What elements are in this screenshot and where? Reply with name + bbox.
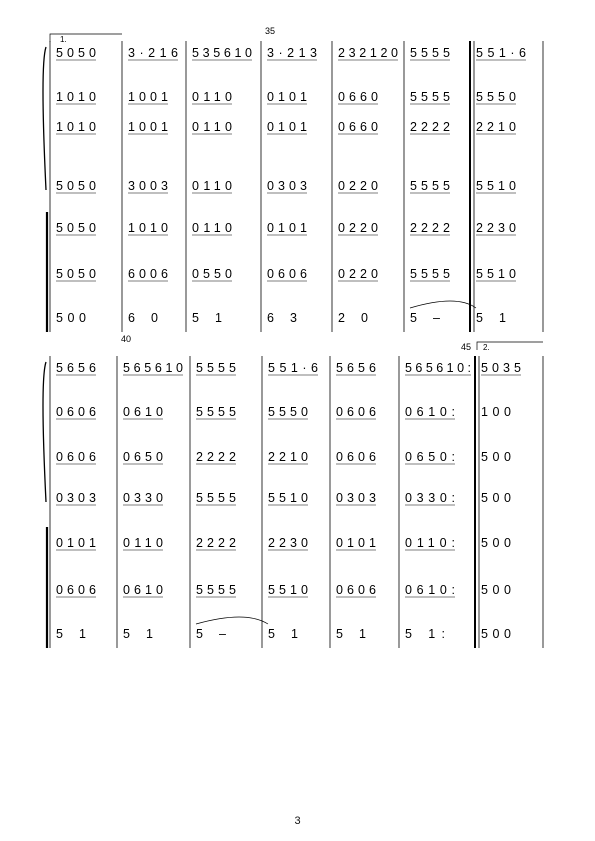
note-group: 565610: bbox=[405, 361, 471, 375]
note-group: 0650: bbox=[405, 450, 455, 464]
note-group: 0606 bbox=[56, 405, 96, 419]
tie bbox=[410, 301, 476, 308]
note-group: 500 bbox=[481, 450, 511, 464]
note-group: 5 1: bbox=[405, 627, 445, 641]
note-group: 0610: bbox=[405, 405, 455, 419]
brace bbox=[43, 47, 46, 190]
note-group: 6 3 bbox=[267, 311, 297, 325]
note-group: 0610: bbox=[405, 583, 455, 597]
note-group: 2222 bbox=[196, 536, 236, 550]
note-group: 0101 bbox=[267, 90, 307, 104]
note-group: 2230 bbox=[476, 221, 516, 235]
note-group: 2210 bbox=[476, 120, 516, 134]
note-group: 2 0 bbox=[338, 311, 368, 325]
note-group: 0110 bbox=[192, 221, 232, 235]
note-group: 1001 bbox=[128, 90, 168, 104]
note-group: 5555 bbox=[410, 46, 450, 60]
note-group: 5555 bbox=[196, 405, 236, 419]
note-group: 500 bbox=[481, 583, 511, 597]
note-group: 5510 bbox=[268, 583, 308, 597]
note-group: 0110: bbox=[405, 536, 455, 550]
note-group: 500 bbox=[481, 491, 511, 505]
note-group: 100 bbox=[481, 405, 511, 419]
measure-number: 35 bbox=[265, 26, 276, 36]
note-group: 5 1 bbox=[268, 627, 298, 641]
note-group: 500 bbox=[481, 536, 511, 550]
note-group: 3003 bbox=[128, 179, 168, 193]
note-group: 0303 bbox=[336, 491, 376, 505]
note-group: 5550 bbox=[476, 90, 516, 104]
note-group: 6006 bbox=[128, 267, 168, 281]
note-group: 0660 bbox=[338, 90, 378, 104]
note-group: 5550 bbox=[268, 405, 308, 419]
measure-number: 45 bbox=[461, 342, 472, 352]
note-group: 2230 bbox=[268, 536, 308, 550]
note-group: 5510 bbox=[476, 179, 516, 193]
note-group: 5 – bbox=[410, 311, 440, 325]
note-group: 5510 bbox=[476, 267, 516, 281]
brace bbox=[43, 362, 46, 502]
note-group: 500 bbox=[56, 311, 86, 325]
note-group: 0606 bbox=[336, 450, 376, 464]
page-number: 3 bbox=[294, 815, 301, 827]
note-group: 0303 bbox=[267, 179, 307, 193]
note-group: 5555 bbox=[410, 179, 450, 193]
note-group: 0606 bbox=[56, 583, 96, 597]
note-group: 0303 bbox=[56, 491, 96, 505]
note-group: 5555 bbox=[196, 583, 236, 597]
volta-label: 1. bbox=[60, 35, 67, 44]
note-group: 0110 bbox=[192, 179, 232, 193]
note-group: 1010 bbox=[56, 120, 96, 134]
note-group: 1001 bbox=[128, 120, 168, 134]
note-group: 0610 bbox=[123, 583, 163, 597]
note-group: 5555 bbox=[410, 90, 450, 104]
note-group: 3·213 bbox=[267, 46, 317, 60]
note-group: 5555 bbox=[196, 491, 236, 505]
note-group: 500 bbox=[481, 627, 511, 641]
note-group: 0606 bbox=[267, 267, 307, 281]
note-group: 5656 bbox=[56, 361, 96, 375]
note-group: 6 0 bbox=[128, 311, 158, 325]
note-group: 0101 bbox=[267, 221, 307, 235]
note-group: 5510 bbox=[268, 491, 308, 505]
note-group: 5 1 bbox=[476, 311, 506, 325]
note-group: 0220 bbox=[338, 221, 378, 235]
note-group: 0330: bbox=[405, 491, 455, 505]
note-group: 0330 bbox=[123, 491, 163, 505]
note-group: 5 – bbox=[196, 627, 226, 641]
note-group: 551·6 bbox=[476, 46, 526, 60]
note-group: 0101 bbox=[267, 120, 307, 134]
note-group: 1010 bbox=[56, 90, 96, 104]
note-group: 0101 bbox=[336, 536, 376, 550]
note-group: 0550 bbox=[192, 267, 232, 281]
note-group: 0220 bbox=[338, 267, 378, 281]
note-group: 5050 bbox=[56, 267, 96, 281]
note-group: 0220 bbox=[338, 179, 378, 193]
note-group: 0110 bbox=[192, 120, 232, 134]
note-group: 5 1 bbox=[56, 627, 86, 641]
note-group: 5035 bbox=[481, 361, 521, 375]
note-group: 0101 bbox=[56, 536, 96, 550]
note-group: 2222 bbox=[410, 120, 450, 134]
note-group: 565610 bbox=[123, 361, 183, 375]
note-group: 0660 bbox=[338, 120, 378, 134]
note-group: 2222 bbox=[410, 221, 450, 235]
measure-number: 40 bbox=[121, 334, 132, 344]
note-group: 5 1 bbox=[123, 627, 153, 641]
note-group: 535610 bbox=[192, 46, 252, 60]
note-group: 5555 bbox=[410, 267, 450, 281]
note-group: 3·216 bbox=[128, 46, 178, 60]
note-group: 5050 bbox=[56, 179, 96, 193]
note-group: 0650 bbox=[123, 450, 163, 464]
note-group: 0610 bbox=[123, 405, 163, 419]
note-group: 5555 bbox=[196, 361, 236, 375]
note-group: 1010 bbox=[128, 221, 168, 235]
note-group: 2222 bbox=[196, 450, 236, 464]
note-group: 0110 bbox=[192, 90, 232, 104]
note-group: 5 1 bbox=[336, 627, 366, 641]
note-group: 551·6 bbox=[268, 361, 318, 375]
note-group: 0606 bbox=[56, 450, 96, 464]
tie bbox=[196, 617, 268, 624]
note-group: 2210 bbox=[268, 450, 308, 464]
note-group: 5 1 bbox=[192, 311, 222, 325]
note-group: 232120 bbox=[338, 46, 398, 60]
volta-label: 2. bbox=[483, 343, 490, 352]
note-group: 5050 bbox=[56, 46, 96, 60]
note-group: 5656 bbox=[336, 361, 376, 375]
note-group: 0606 bbox=[336, 583, 376, 597]
note-group: 0110 bbox=[123, 536, 163, 550]
note-group: 5050 bbox=[56, 221, 96, 235]
note-group: 0606 bbox=[336, 405, 376, 419]
